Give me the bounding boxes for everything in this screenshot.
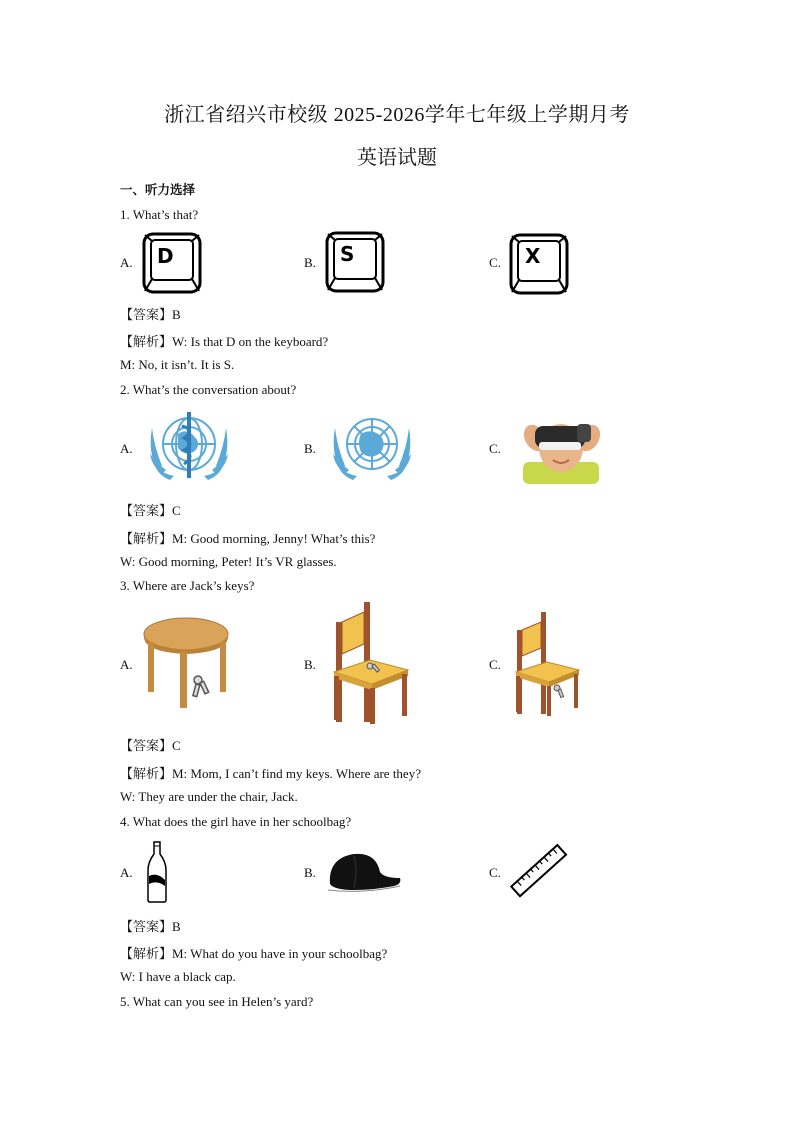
key-D-letter: D xyxy=(157,244,174,268)
vr-glasses-child-image xyxy=(515,408,607,484)
q4-answer: 【答案】B xyxy=(120,919,181,934)
q4-analysis-line1: 【解析】M: What do you have in your schoolbag? xyxy=(120,946,388,961)
question-1-stem: 1. What’s that? xyxy=(120,207,199,222)
q2-option-c-label: C. xyxy=(489,441,501,456)
q2-option-b-label: B. xyxy=(304,441,316,456)
un-emblem-icon xyxy=(327,408,417,484)
key-X-letter: X xyxy=(525,244,541,268)
key-X-icon xyxy=(509,233,569,295)
q3-answer: 【答案】C xyxy=(120,738,181,753)
exam-title: 浙江省绍兴市校级 2025-2026学年七年级上学期月考 xyxy=(164,104,630,126)
q4-option-c-label: C. xyxy=(489,865,501,880)
q3-option-c-label: C. xyxy=(489,657,501,672)
q3-option-a-label: A. xyxy=(120,657,133,672)
bottle-icon xyxy=(144,840,170,904)
who-emblem-icon xyxy=(142,406,236,486)
q2-analysis-line1: 【解析】M: Good morning, Jenny! What’s this? xyxy=(120,531,376,546)
question-2-stem: 2. What’s the conversation about? xyxy=(120,382,297,397)
section-heading: 一、听力选择 xyxy=(120,182,196,197)
q2-answer: 【答案】C xyxy=(120,503,181,518)
exam-subtitle: 英语试题 xyxy=(357,147,437,169)
q3-analysis-line1: 【解析】M: Mom, I can’t find my keys. Where are they? xyxy=(120,766,421,781)
key-S-icon xyxy=(325,231,385,293)
q1-option-c-label: C. xyxy=(489,255,501,270)
q1-analysis-line1: 【解析】W: Is that D on the keyboard? xyxy=(120,334,329,349)
q1-option-a-label: A. xyxy=(120,255,133,270)
question-5-stem: 5. What can you see in Helen’s yard? xyxy=(120,994,314,1009)
q2-option-a-label: A. xyxy=(120,441,133,456)
q3-option-b-label: B. xyxy=(304,657,316,672)
keys-under-chair-image xyxy=(513,610,583,718)
question-3-stem: 3. Where are Jack’s keys? xyxy=(120,578,255,593)
q4-analysis-line2: W: I have a black cap. xyxy=(120,969,236,984)
q4-option-a-label: A. xyxy=(120,865,133,880)
q1-analysis-line2: M: No, it isn’t. It is S. xyxy=(120,357,235,372)
ruler-icon xyxy=(510,842,568,900)
q1-answer: 【答案】B xyxy=(120,307,181,322)
q4-option-b-label: B. xyxy=(304,865,316,880)
q2-analysis-line2: W: Good morning, Peter! It’s VR glasses. xyxy=(120,554,337,569)
black-cap-icon xyxy=(324,848,404,894)
keys-under-table-image xyxy=(140,612,236,712)
q1-option-b-label: B. xyxy=(304,255,316,270)
key-S-letter: S xyxy=(340,242,355,266)
key-D-icon xyxy=(142,232,202,294)
q3-analysis-line2: W: They are under the chair, Jack. xyxy=(120,789,298,804)
keys-on-chair-image xyxy=(330,600,410,726)
question-4-stem: 4. What does the girl have in her schoolbag? xyxy=(120,814,352,829)
